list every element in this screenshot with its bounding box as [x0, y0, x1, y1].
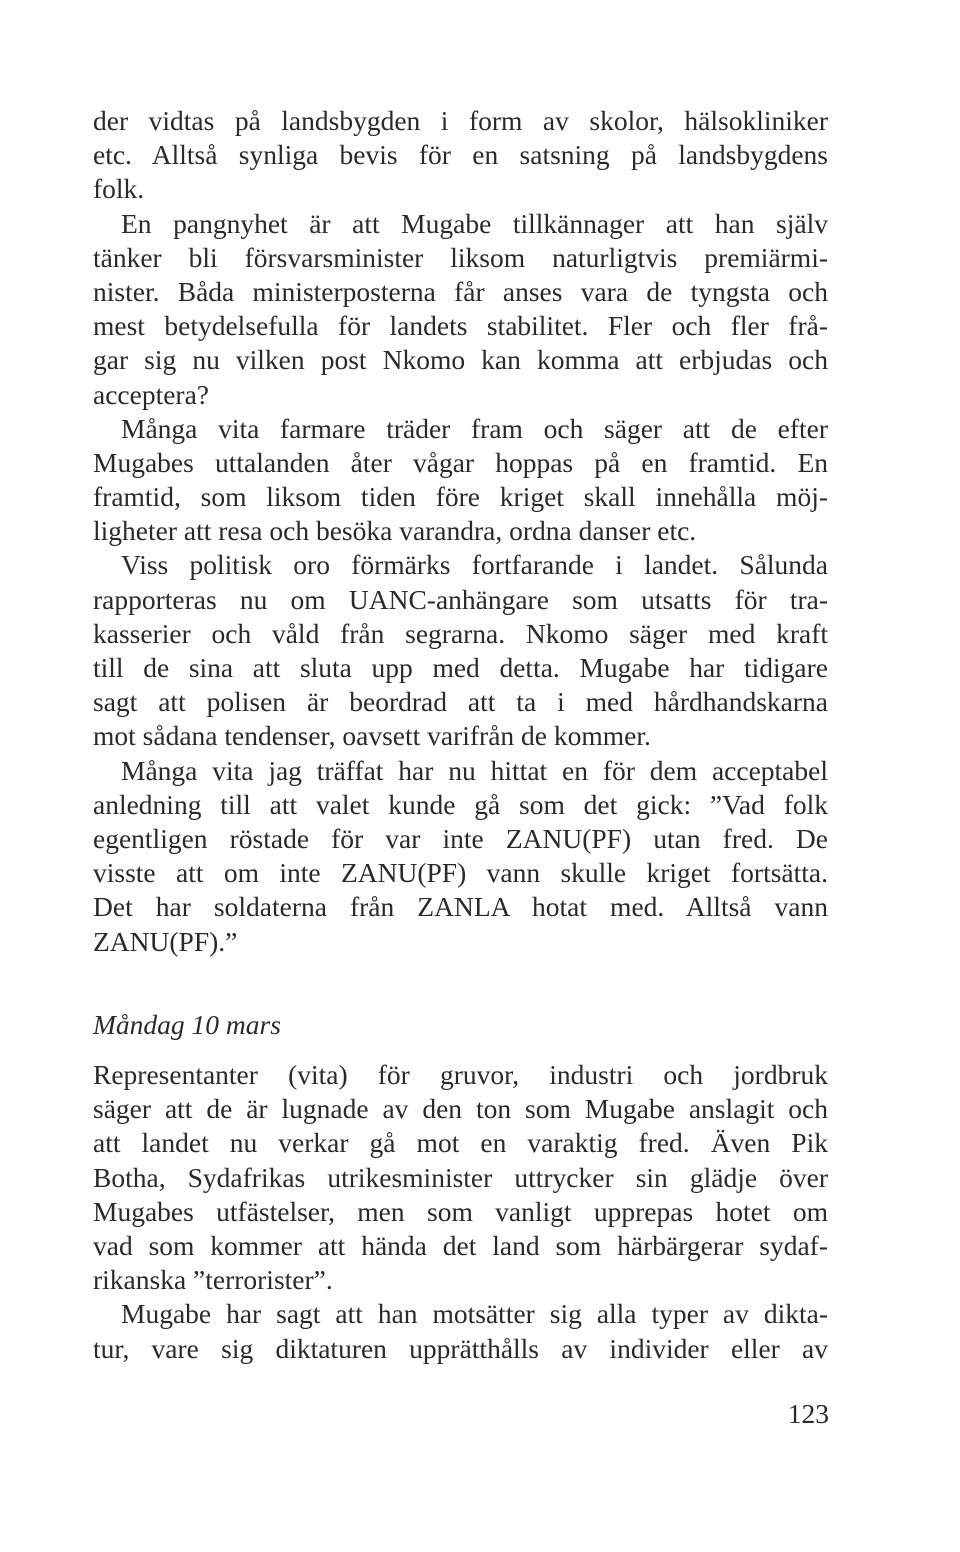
text-line: vad som kommer att hända det land som härbärgerar sydaf-: [93, 1229, 828, 1261]
text-line: tur, vare sig diktaturen upprätthålls av individer eller av: [93, 1332, 828, 1364]
text-line: anledning till att valet kunde gå som det gick: ”Vad folk: [93, 788, 828, 820]
text-line: visste att om inte ZANU(PF) vann skulle kriget fortsätta.: [93, 857, 828, 889]
text-line: mot sådana tendenser, oavsett varifrån de kommer.: [93, 720, 651, 752]
text-line: En pangnyhet är att Mugabe tillkännager att han själv: [121, 207, 828, 239]
text-line: Mugabe har sagt att han motsätter sig alla typer av dikta-: [121, 1298, 828, 1330]
text-line: ZANU(PF).”: [93, 925, 238, 957]
text-line: Representanter (vita) för gruvor, industri och jordbruk: [93, 1059, 828, 1090]
text-line: gar sig nu vilken post Nkomo kan komma att erbjudas och: [93, 344, 828, 376]
text-line: framtid, som liksom tiden före kriget skall innehålla möj-: [93, 481, 828, 513]
text-line: kasserier och våld från segrarna. Nkomo säger med kraft: [93, 617, 828, 649]
text-line: rikanska ”terrorister”.: [93, 1264, 333, 1296]
text-line: Botha, Sydafrikas utrikesminister uttrycker sin glädje över: [93, 1161, 828, 1193]
text-line: till de sina att sluta upp med detta. Mugabe har tidigare: [93, 652, 828, 683]
text-line: Många vita jag träffat har nu hittat en för dem acceptabel: [121, 754, 828, 786]
text-line: rapporteras nu om UANC-anhängare som utsatts för tra-: [93, 583, 828, 615]
text-line: tänker bli försvarsminister liksom naturligtvis premiärmi-: [93, 241, 828, 273]
page-number: 123: [787, 1398, 829, 1429]
text-line: folk.: [93, 173, 145, 205]
text-line: Det har soldaterna från ZANLA hotat med. Alltså vann: [93, 891, 828, 923]
text-line: der vidtas på landsbygden i form av skolor, hälsokliniker: [93, 105, 828, 136]
text-line: Viss politisk oro förmärks fortfarande i landet. Sålunda: [121, 549, 828, 581]
text-line: sagt att polisen är beordrad att ta i med hårdhandskarna: [93, 686, 828, 718]
text-line: egentligen röstade för var inte ZANU(PF) utan fred. De: [93, 822, 828, 854]
text-block-2: [93, 1058, 828, 1366]
text-line: etc. Alltså synliga bevis för en satsning på landsbygdens: [93, 139, 828, 171]
text-line: mest betydelsefulla för landets stabilitet. Fler och fler frå-: [93, 310, 828, 342]
text-line: ligheter att resa och besöka varandra, ordna danser etc.: [93, 515, 697, 547]
section-heading: Måndag 10 mars: [93, 1009, 281, 1040]
text-line: att landet nu verkar gå mot en varaktig fred. Även Pik: [93, 1127, 828, 1159]
text-block-1: [93, 104, 828, 959]
text-line: nister. Båda ministerposterna får anses vara de tyngsta och: [93, 275, 828, 307]
text-line: Många vita farmare träder fram och säger att de efter: [121, 412, 828, 444]
text-line: Mugabes uttalanden åter vågar hoppas på en framtid. En: [93, 446, 828, 478]
text-line: Mugabes utfästelser, men som vanligt upprepas hotet om: [93, 1195, 828, 1227]
text-line: säger att de är lugnade av den ton som Mugabe anslagit och: [93, 1093, 828, 1125]
book-page: [93, 104, 828, 1364]
text-line: acceptera?: [93, 378, 209, 410]
